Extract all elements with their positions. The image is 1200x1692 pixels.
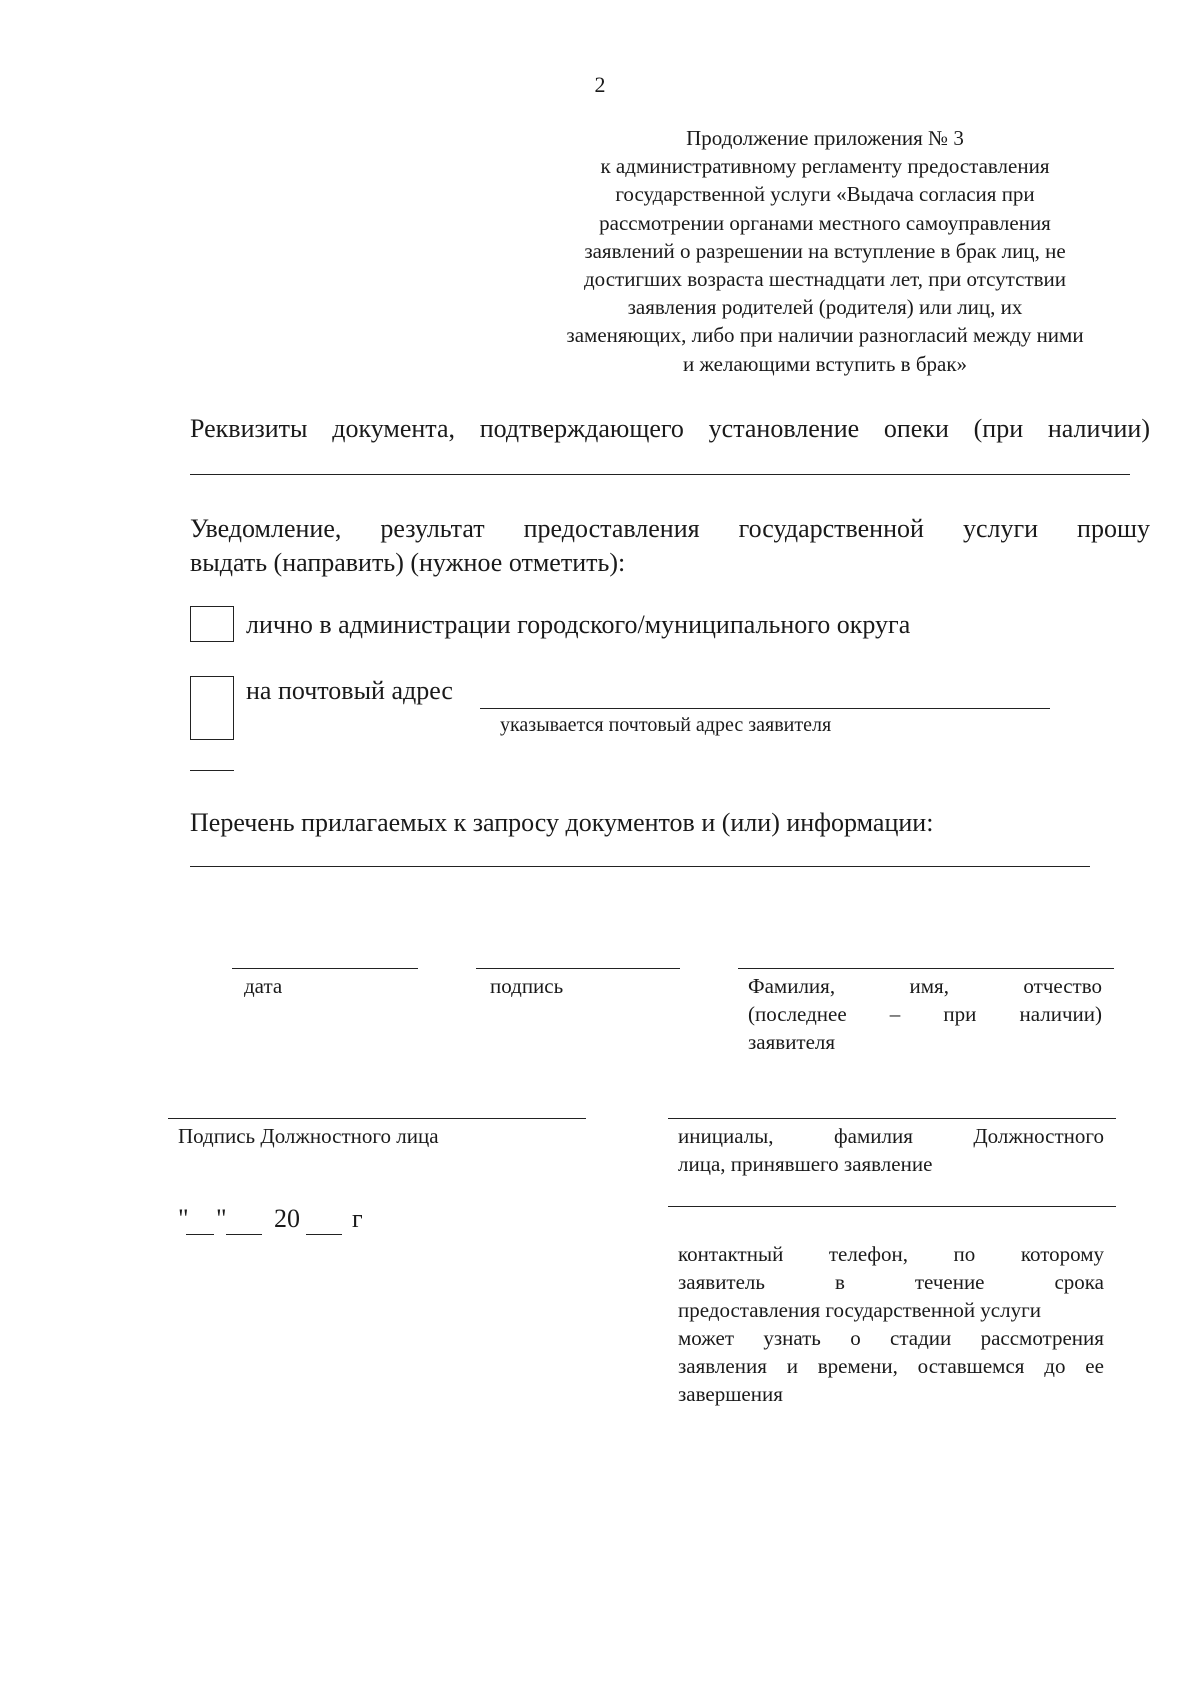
header-line: рассмотрении органами местного самоуправления — [599, 210, 1051, 235]
header-line: государственной услуги «Выдача согласия при — [615, 182, 1035, 207]
header-line: заменяющих, либо при наличии разногласий между ними — [566, 323, 1084, 348]
date-day-field[interactable] — [186, 1234, 214, 1235]
caption-word: телефон, — [828, 1242, 909, 1266]
date-label: дата — [244, 974, 283, 998]
date-month-field[interactable] — [226, 1234, 262, 1235]
postal-address-hint: указывается почтовый адрес заявителя — [500, 714, 832, 736]
caption-word: по — [953, 1242, 976, 1266]
applicant-name-caption — [748, 972, 1102, 1056]
official-initials-caption — [678, 1122, 1104, 1178]
caption-word: заявитель — [678, 1270, 765, 1294]
header-line: к административному регламенту предоставления — [600, 154, 1050, 179]
caption-word: (последнее — [748, 1002, 847, 1026]
date-quote-open: " — [178, 1204, 189, 1233]
official-signature-label: Подпись Должностного лица — [178, 1124, 439, 1148]
postal-checkbox[interactable] — [190, 676, 234, 740]
date-quote-close: " — [216, 1204, 227, 1233]
official-signature-line[interactable] — [168, 1118, 586, 1119]
contact-phone-caption — [678, 1240, 1104, 1408]
header-line: заявления родителей (родителя) или лиц, их — [627, 295, 1023, 320]
signature-line[interactable] — [476, 968, 680, 969]
option-in-person-label: лично в администрации городского/муниципального округа — [246, 610, 911, 639]
caption-word: оставшемся — [917, 1354, 1025, 1378]
caption-word: Должностного — [973, 1124, 1104, 1148]
caption-word: – — [889, 1002, 901, 1026]
appendix-header — [520, 124, 1130, 378]
caption-word: имя, — [909, 974, 949, 998]
caption-word: рассмотрения — [980, 1326, 1104, 1350]
caption-word: фамилия — [834, 1124, 913, 1148]
date-year-suffix: г — [352, 1204, 363, 1233]
acceptance-date — [178, 1204, 418, 1240]
date-year-field[interactable] — [306, 1234, 342, 1235]
delivery-intro-line2: выдать (направить) (нужное отметить): — [190, 548, 626, 577]
caption-word: срока — [1054, 1270, 1104, 1294]
caption-word: Фамилия, — [748, 974, 836, 998]
caption-word: узнать — [763, 1326, 821, 1350]
postal-address-field[interactable] — [480, 708, 1050, 709]
caption-word: наличии) — [1019, 1002, 1102, 1026]
caption-word: стадии — [890, 1326, 952, 1350]
delivery-intro-line1: Уведомление, результат предоставления государственной услуги прошу — [190, 514, 1150, 543]
option-postal-label: на почтовый адрес — [246, 676, 453, 705]
date-line[interactable] — [232, 968, 418, 969]
caption-word: заявителя — [748, 1030, 836, 1054]
caption-word: которому — [1020, 1242, 1104, 1266]
other-option-line — [190, 770, 234, 771]
header-line: достигших возраста шестнадцати лет, при отсутствии — [583, 267, 1066, 292]
caption-word: завершения — [678, 1382, 783, 1406]
header-line: и желающими вступить в брак» — [682, 351, 968, 376]
caption-word: о — [850, 1326, 861, 1350]
caption-word: лица, принявшего заявление — [678, 1152, 933, 1176]
caption-word: предоставления государственной услуги — [678, 1298, 1041, 1322]
date-year-prefix: 20 — [274, 1204, 300, 1233]
attachments-label: Перечень прилагаемых к запросу документов и (или) информации: — [190, 808, 934, 837]
caption-word: до — [1044, 1354, 1066, 1378]
contact-phone-line[interactable] — [668, 1206, 1116, 1207]
attachments-field[interactable] — [190, 866, 1090, 867]
caption-word: отчество — [1023, 974, 1102, 998]
signature-label: подпись — [490, 974, 564, 998]
caption-word: при — [943, 1002, 977, 1026]
caption-word: может — [678, 1326, 734, 1350]
header-line: Продолжение приложения № 3 — [686, 126, 964, 150]
guardianship-field[interactable] — [190, 474, 1130, 475]
official-initials-line[interactable] — [668, 1118, 1116, 1119]
guardianship-label: Реквизиты документа, подтверждающего установление опеки (при наличии) — [190, 414, 1150, 443]
caption-word: и — [786, 1354, 798, 1378]
caption-word: в — [834, 1270, 845, 1294]
page-number: 2 — [594, 72, 606, 97]
caption-word: заявления — [678, 1354, 767, 1378]
in-person-checkbox[interactable] — [190, 606, 234, 642]
applicant-name-line[interactable] — [738, 968, 1114, 969]
caption-word: контактный — [678, 1242, 784, 1266]
caption-word: ее — [1085, 1354, 1104, 1378]
caption-word: течение — [914, 1270, 985, 1294]
caption-word: времени, — [817, 1354, 898, 1378]
header-line: заявлений о разрешении на вступление в брак лиц, не — [584, 238, 1066, 263]
caption-word: инициалы, — [678, 1124, 774, 1148]
